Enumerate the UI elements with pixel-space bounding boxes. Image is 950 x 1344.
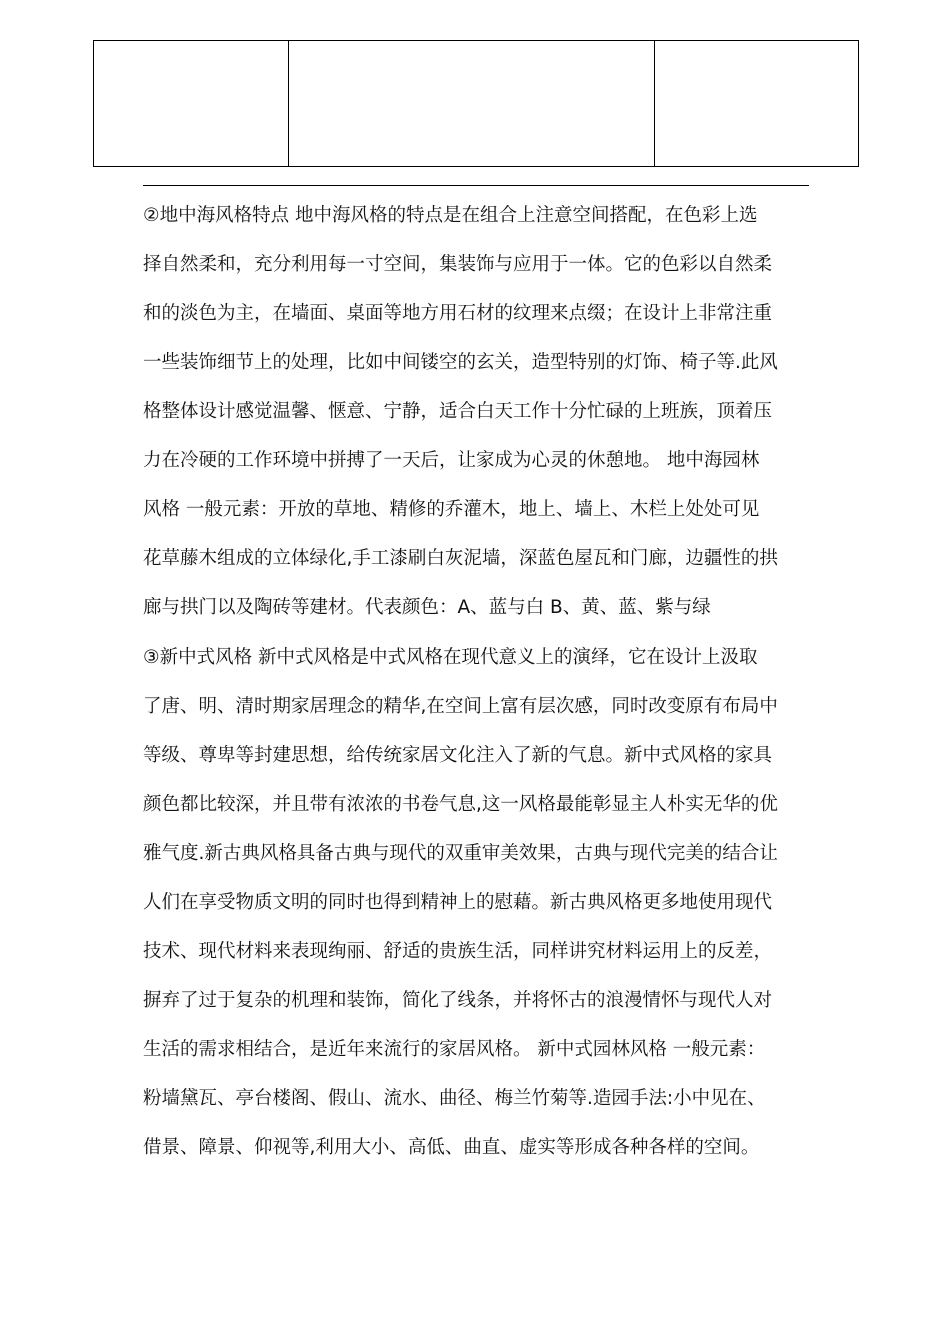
text-line: 雅气度.新古典风格具备古典与现代的双重审美效果，古典与现代完美的结合让: [143, 843, 778, 864]
text-line: 颜色都比较深，并且带有浓浓的书卷气息,这一风格最能彰显主人朴实无华的优: [143, 794, 778, 815]
text-line: 花草藤木组成的立体绿化,手工漆刷白灰泥墙，深蓝色屋瓦和门廊，边疆性的拱: [143, 548, 778, 569]
text-line: 择自然柔和，充分利用每一寸空间，集装饰与应用于一体。它的色彩以自然柔: [143, 254, 773, 275]
text-line: 了唐、明、清时期家居理念的精华,在空间上富有层次感，同时改变原有布局中: [143, 696, 778, 717]
text-line: 力在冷硬的工作环境中拼搏了一天后，让家成为心灵的休憩地。 地中海园林: [143, 450, 760, 471]
table-row: [94, 41, 859, 167]
top-table: [93, 40, 859, 167]
text-line: 粉墙黛瓦、亭台楼阁、假山、流水、曲径、梅兰竹菊等.造园手法:小中见在、: [143, 1088, 766, 1109]
paragraph-new-chinese-style: [143, 641, 809, 1180]
paragraph-mediterranean-style: [143, 199, 809, 640]
text-line: ②地中海风格特点 地中海风格的特点是在组合上注意空间搭配，在色彩上选: [143, 205, 758, 226]
text-line: 等级、尊卑等封建思想，给传统家居文化注入了新的气息。新中式风格的家具: [143, 745, 773, 766]
text-line: ③新中式风格 新中式风格是中式风格在现代意义上的演绎，它在设计上汲取: [143, 647, 758, 668]
text-line: 借景、障景、仰视等,利用大小、高低、曲直、虚实等形成各种各样的空间。: [143, 1137, 760, 1158]
table-cell: [655, 41, 859, 167]
text-line: 廊与拱门以及陶砖等建材。代表颜色：A、蓝与白 B、黄、蓝、紫与绿: [143, 597, 711, 618]
text-line: 技术、现代材料来表现绚丽、舒适的贵族生活，同样讲究材料运用上的反差，: [143, 941, 773, 962]
horizontal-rule: [143, 185, 809, 186]
text-line: 和的淡色为主，在墙面、桌面等地方用石材的纹理来点缀；在设计上非常注重: [143, 303, 773, 324]
text-line: 风格 一般元素：开放的草地、精修的乔灌木，地上、墙上、木栏上处处可见: [143, 499, 760, 520]
table-cell: [289, 41, 655, 167]
text-line: 一些装饰细节上的处理，比如中间镂空的玄关，造型特别的灯饰、椅子等.此风: [143, 352, 778, 373]
document-body: [143, 199, 809, 1180]
text-line: 格整体设计感觉温馨、惬意、宁静，适合白天工作十分忙碌的上班族，顶着压: [143, 401, 773, 422]
text-line: 人们在享受物质文明的同时也得到精神上的慰藉。新古典风格更多地使用现代: [143, 892, 773, 913]
text-line: 生活的需求相结合，是近年来流行的家居风格。 新中式园林风格 一般元素：: [143, 1039, 766, 1060]
table-cell: [94, 41, 289, 167]
text-line: 摒弃了过于复杂的机理和装饰，简化了线条，并将怀古的浪漫情怀与现代人对: [143, 990, 773, 1011]
